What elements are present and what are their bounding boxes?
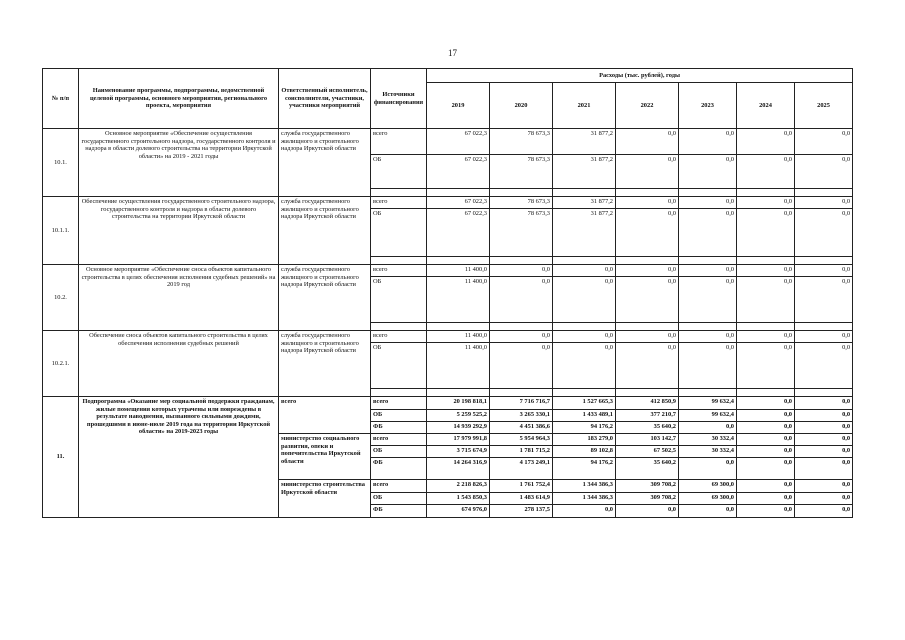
table-row [43, 265, 853, 277]
value-cell: 3 715 674,9 [427, 446, 490, 458]
value-cell: 0,0 [795, 480, 853, 493]
value-cell: 78 673,3 [490, 129, 553, 155]
value-cell: 99 632,4 [679, 410, 737, 422]
empty-cell [371, 189, 427, 197]
empty-cell [490, 257, 553, 265]
value-cell: 0,0 [553, 277, 616, 323]
item-name: Основное мероприятие «Обеспечение осуществления государственного строительного надзора, государственного контроля и надзора в области долевого строительства на территории Иркутской области» на 2019 - 2021 годы [79, 129, 279, 197]
executor: всего [279, 397, 371, 434]
value-cell: 0,0 [795, 458, 853, 480]
header-year: 2025 [795, 83, 853, 129]
value-cell: 674 976,0 [427, 505, 490, 518]
header-name: Наименование программы, подпрограммы, ведомственной целевой программы, основного мероприятия, регионального проекта, мероприятия [79, 69, 279, 129]
source: всего [371, 480, 427, 493]
value-cell: 0,0 [679, 343, 737, 389]
row-number: 11. [43, 397, 79, 518]
value-cell: 0,0 [795, 277, 853, 323]
value-cell: 0,0 [553, 265, 616, 277]
value-cell: 0,0 [737, 331, 795, 343]
value-cell: 0,0 [795, 265, 853, 277]
empty-cell [737, 257, 795, 265]
value-cell: 0,0 [795, 397, 853, 410]
value-cell: 0,0 [616, 129, 679, 155]
value-cell: 0,0 [737, 505, 795, 518]
value-cell: 11 400,0 [427, 331, 490, 343]
value-cell: 0,0 [679, 265, 737, 277]
empty-cell [553, 189, 616, 197]
value-cell: 0,0 [795, 155, 853, 189]
item-name: Обеспечение осуществления государственного строительного надзора, государственного контроля и надзора в области долевого строительства на территории Иркутской области [79, 197, 279, 265]
empty-cell [427, 389, 490, 397]
table-row [43, 197, 853, 209]
source: всего [371, 129, 427, 155]
header-expenses: Расходы (тыс. рублей), годы [427, 69, 853, 83]
value-cell: 0,0 [679, 422, 737, 434]
value-cell: 67 022,3 [427, 209, 490, 257]
empty-cell [795, 189, 853, 197]
value-cell: 69 300,0 [679, 493, 737, 505]
value-cell: 69 300,0 [679, 480, 737, 493]
header-number: № п/п [43, 69, 79, 129]
page-number: 17 [448, 48, 457, 58]
source: всего [371, 397, 427, 410]
value-cell: 0,0 [737, 480, 795, 493]
source: ОБ [371, 209, 427, 257]
source: всего [371, 265, 427, 277]
value-cell: 11 400,0 [427, 265, 490, 277]
value-cell: 11 400,0 [427, 343, 490, 389]
item-name: Обеспечение сноса объектов капитального строительства в целях обеспечения исполнения судебных решений [79, 331, 279, 397]
header-year: 2020 [490, 83, 553, 129]
value-cell: 5 954 964,3 [490, 434, 553, 446]
empty-cell [490, 189, 553, 197]
value-cell: 11 400,0 [427, 277, 490, 323]
table-row [43, 129, 853, 155]
empty-cell [795, 257, 853, 265]
value-cell: 0,0 [737, 129, 795, 155]
value-cell: 0,0 [795, 197, 853, 209]
value-cell: 20 198 818,1 [427, 397, 490, 410]
header-year: 2022 [616, 83, 679, 129]
row-number: 10.1. [43, 129, 79, 197]
value-cell: 4 173 249,1 [490, 458, 553, 480]
empty-cell [737, 389, 795, 397]
value-cell: 0,0 [737, 458, 795, 480]
executor: служба государственного жилищного и строительного надзора Иркутской области [279, 265, 371, 331]
empty-cell [371, 257, 427, 265]
empty-cell [795, 389, 853, 397]
empty-cell [553, 389, 616, 397]
value-cell: 412 850,9 [616, 397, 679, 410]
value-cell: 0,0 [490, 277, 553, 323]
source: всего [371, 197, 427, 209]
value-cell: 183 279,0 [553, 434, 616, 446]
empty-cell [679, 257, 737, 265]
executor: служба государственного жилищного и строительного надзора Иркутской области [279, 197, 371, 265]
value-cell: 0,0 [616, 209, 679, 257]
empty-cell [553, 323, 616, 331]
value-cell: 103 142,7 [616, 434, 679, 446]
header-year: 2024 [737, 83, 795, 129]
source: ОБ [371, 446, 427, 458]
empty-cell [553, 257, 616, 265]
value-cell: 309 708,2 [616, 493, 679, 505]
value-cell: 31 877,2 [553, 197, 616, 209]
empty-cell [371, 323, 427, 331]
value-cell: 78 673,3 [490, 209, 553, 257]
executor: министерство строительства Иркутской области [279, 480, 371, 518]
value-cell: 309 708,2 [616, 480, 679, 493]
value-cell: 377 210,7 [616, 410, 679, 422]
value-cell: 0,0 [490, 265, 553, 277]
executor: служба государственного жилищного и строительного надзора Иркутской области [279, 129, 371, 197]
value-cell: 1 781 715,2 [490, 446, 553, 458]
value-cell: 0,0 [737, 343, 795, 389]
empty-cell [679, 189, 737, 197]
value-cell: 0,0 [737, 155, 795, 189]
source: ОБ [371, 493, 427, 505]
row-number: 10.2. [43, 265, 79, 331]
value-cell: 4 451 386,6 [490, 422, 553, 434]
value-cell: 0,0 [616, 505, 679, 518]
value-cell: 0,0 [737, 410, 795, 422]
empty-cell [616, 389, 679, 397]
value-cell: 0,0 [795, 422, 853, 434]
value-cell: 94 176,2 [553, 458, 616, 480]
value-cell: 0,0 [616, 343, 679, 389]
value-cell: 0,0 [616, 265, 679, 277]
header-year: 2019 [427, 83, 490, 129]
value-cell: 0,0 [795, 129, 853, 155]
value-cell: 0,0 [553, 343, 616, 389]
empty-cell [737, 189, 795, 197]
value-cell: 0,0 [679, 197, 737, 209]
value-cell: 0,0 [616, 155, 679, 189]
value-cell: 0,0 [795, 410, 853, 422]
source: ФБ [371, 505, 427, 518]
value-cell: 0,0 [795, 493, 853, 505]
value-cell: 31 877,2 [553, 209, 616, 257]
value-cell: 99 632,4 [679, 397, 737, 410]
empty-cell [427, 323, 490, 331]
value-cell: 0,0 [553, 331, 616, 343]
value-cell: 0,0 [795, 505, 853, 518]
value-cell: 1 344 386,3 [553, 493, 616, 505]
value-cell: 0,0 [679, 155, 737, 189]
empty-cell [490, 389, 553, 397]
value-cell: 0,0 [490, 343, 553, 389]
value-cell: 0,0 [679, 505, 737, 518]
value-cell: 1 344 386,3 [553, 480, 616, 493]
executor: служба государственного жилищного и строительного надзора Иркутской области [279, 331, 371, 397]
value-cell: 0,0 [679, 331, 737, 343]
empty-cell [616, 323, 679, 331]
header-year: 2021 [553, 83, 616, 129]
empty-cell [616, 257, 679, 265]
source: ОБ [371, 410, 427, 422]
empty-cell [371, 389, 427, 397]
value-cell: 0,0 [553, 505, 616, 518]
value-cell: 278 137,5 [490, 505, 553, 518]
value-cell: 78 673,3 [490, 155, 553, 189]
value-cell: 0,0 [795, 434, 853, 446]
value-cell: 1 433 489,1 [553, 410, 616, 422]
value-cell: 0,0 [795, 331, 853, 343]
source: ОБ [371, 343, 427, 389]
empty-cell [616, 189, 679, 197]
value-cell: 14 264 316,9 [427, 458, 490, 480]
value-cell: 0,0 [490, 331, 553, 343]
source: всего [371, 331, 427, 343]
item-name: Основное мероприятие «Обеспечение сноса объектов капитального строительства в целях обеспечения исполнения судебных решений» на 2019 год [79, 265, 279, 331]
row-number: 10.1.1. [43, 197, 79, 265]
value-cell: 0,0 [737, 277, 795, 323]
executor: министерство социального развития, опеки и попечительства Иркутской области [279, 434, 371, 480]
value-cell: 0,0 [737, 446, 795, 458]
value-cell: 5 259 525,2 [427, 410, 490, 422]
value-cell: 30 332,4 [679, 446, 737, 458]
value-cell: 67 022,3 [427, 129, 490, 155]
value-cell: 0,0 [679, 209, 737, 257]
value-cell: 30 332,4 [679, 434, 737, 446]
table-row [43, 331, 853, 343]
value-cell: 0,0 [679, 458, 737, 480]
value-cell: 14 939 292,9 [427, 422, 490, 434]
item-name: Подпрограмма «Оказание мер социальной поддержки гражданам, жилые помещения которых утрачены или повреждены в результате наводнения, вызванного сильными дождями, прошедшими в июне-июле 2019 года на территории Иркутской области» на 2019-2023 годы [79, 397, 279, 518]
value-cell: 67 022,3 [427, 197, 490, 209]
value-cell: 0,0 [795, 343, 853, 389]
value-cell: 2 218 826,3 [427, 480, 490, 493]
value-cell: 67 022,3 [427, 155, 490, 189]
source: ФБ [371, 422, 427, 434]
empty-cell [679, 323, 737, 331]
value-cell: 0,0 [795, 446, 853, 458]
value-cell: 0,0 [679, 129, 737, 155]
value-cell: 0,0 [616, 331, 679, 343]
value-cell: 0,0 [616, 197, 679, 209]
value-cell: 1 483 614,9 [490, 493, 553, 505]
empty-cell [427, 189, 490, 197]
empty-cell [679, 389, 737, 397]
source: ОБ [371, 155, 427, 189]
value-cell: 3 265 330,1 [490, 410, 553, 422]
value-cell: 0,0 [737, 397, 795, 410]
table-row [43, 397, 853, 410]
source: всего [371, 434, 427, 446]
value-cell: 94 176,2 [553, 422, 616, 434]
row-number: 10.2.1. [43, 331, 79, 397]
value-cell: 0,0 [737, 265, 795, 277]
value-cell: 1 761 752,4 [490, 480, 553, 493]
empty-cell [490, 323, 553, 331]
value-cell: 0,0 [737, 434, 795, 446]
value-cell: 78 673,3 [490, 197, 553, 209]
value-cell: 35 640,2 [616, 458, 679, 480]
source: ФБ [371, 458, 427, 480]
value-cell: 89 102,8 [553, 446, 616, 458]
value-cell: 17 979 991,8 [427, 434, 490, 446]
source: ОБ [371, 277, 427, 323]
expenses-table [42, 68, 853, 518]
value-cell: 1 543 850,3 [427, 493, 490, 505]
value-cell: 0,0 [737, 493, 795, 505]
header-source: Источники финансирования [371, 69, 427, 129]
value-cell: 0,0 [616, 277, 679, 323]
value-cell: 31 877,2 [553, 155, 616, 189]
value-cell: 67 502,5 [616, 446, 679, 458]
value-cell: 7 716 716,7 [490, 397, 553, 410]
value-cell: 0,0 [679, 277, 737, 323]
header-executor: Ответственный исполнитель, соисполнители, участники, участники мероприятий [279, 69, 371, 129]
value-cell: 0,0 [737, 209, 795, 257]
value-cell: 1 527 665,3 [553, 397, 616, 410]
empty-cell [427, 257, 490, 265]
value-cell: 0,0 [795, 209, 853, 257]
value-cell: 35 640,2 [616, 422, 679, 434]
value-cell: 0,0 [737, 197, 795, 209]
empty-cell [737, 323, 795, 331]
value-cell: 0,0 [737, 422, 795, 434]
empty-cell [795, 323, 853, 331]
value-cell: 31 877,2 [553, 129, 616, 155]
header-year: 2023 [679, 83, 737, 129]
